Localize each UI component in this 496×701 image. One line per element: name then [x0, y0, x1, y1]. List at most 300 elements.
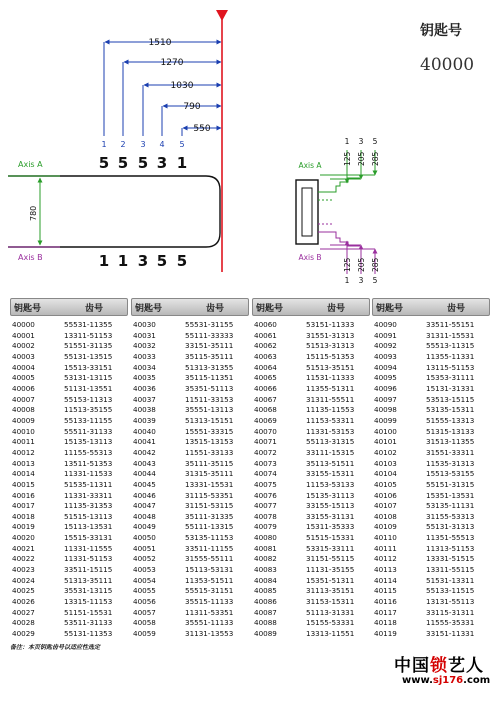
cut-code-cell: 15515-33131	[64, 533, 113, 543]
key-number-cell: 40001	[12, 330, 35, 340]
cut-code-cell: 31311-55511	[306, 394, 355, 404]
top-cut-1: 5	[98, 154, 110, 172]
cut-code-cell: 11551-33133	[185, 447, 234, 457]
cut-code-cell: 55131-13515	[64, 351, 113, 361]
cut-code-cell: 11555-35331	[426, 618, 475, 628]
key-number-title: 钥匙号	[420, 23, 462, 39]
table-row	[131, 459, 249, 470]
table-row	[10, 544, 128, 555]
table-row	[252, 576, 370, 587]
key-number-cell: 40039	[133, 415, 156, 425]
table-row	[252, 480, 370, 491]
table-column-2	[131, 298, 249, 640]
key-number-cell: 40089	[254, 629, 277, 639]
table-row	[131, 384, 249, 395]
key-number-cell: 40047	[133, 501, 156, 511]
cut-code-cell: 11355-11331	[426, 351, 475, 361]
table-row	[372, 512, 490, 523]
table-row	[131, 341, 249, 352]
table-row	[131, 363, 249, 374]
table-row	[10, 427, 128, 438]
cut-code-cell: 55531-31155	[185, 320, 234, 329]
key-number-cell: 40101	[374, 437, 397, 447]
table-row	[372, 469, 490, 480]
key-number-cell: 40115	[374, 586, 397, 596]
table-row	[10, 352, 128, 363]
key-number-cell: 40117	[374, 607, 397, 617]
table-row	[131, 618, 249, 629]
table-row	[252, 320, 370, 331]
cut-code-cell: 35551-11133	[185, 618, 234, 628]
table-row	[131, 480, 249, 491]
table-row	[372, 533, 490, 544]
table-row	[252, 341, 370, 352]
key-number-cell: 40095	[374, 373, 397, 383]
cut-code-cell: 33511-15115	[64, 565, 113, 575]
table-row	[131, 522, 249, 533]
side-bottom-position-3: 3	[358, 276, 364, 285]
cut-code-cell: 15113-13531	[64, 522, 113, 532]
cut-code-cell: 35115-35111	[185, 351, 234, 361]
table-row	[10, 363, 128, 374]
side-bottom-value-285: 285	[371, 257, 380, 272]
top-cut-3: 5	[137, 154, 149, 172]
header-key-col: 钥匙号	[135, 303, 163, 314]
table-row	[131, 512, 249, 523]
cut-code-cell: 15353-31111	[426, 373, 475, 383]
cut-code-cell: 51315-13133	[426, 426, 475, 436]
cut-code-cell: 55515-31151	[185, 586, 234, 596]
table-header	[252, 298, 370, 316]
key-number-cell: 40006	[12, 383, 35, 393]
brand-logo: 中国锁艺人	[394, 656, 484, 676]
cut-code-cell: 51551-31135	[64, 341, 113, 351]
cut-code-cell: 51131-13551	[64, 383, 113, 393]
key-number-cell: 40035	[133, 373, 156, 383]
key-number-cell: 40068	[254, 405, 277, 415]
cut-code-cell: 33511-11155	[185, 543, 234, 553]
side-top-position-1: 1	[344, 137, 350, 146]
table-row	[372, 427, 490, 438]
table-row	[131, 576, 249, 587]
cut-code-cell: 13131-55113	[426, 597, 475, 607]
key-number-cell: 40023	[12, 565, 35, 575]
key-number-cell: 40112	[374, 554, 397, 564]
cut-code-cell: 15115-51353	[306, 351, 355, 361]
table-row	[252, 597, 370, 608]
key-number-cell: 40077	[254, 501, 277, 511]
key-number-cell: 40002	[12, 341, 35, 351]
table-row	[131, 586, 249, 597]
cut-code-cell: 11135-31353	[64, 501, 113, 511]
key-number-cell: 40034	[133, 362, 156, 372]
key-number-cell: 40107	[374, 501, 397, 511]
table-row	[252, 512, 370, 523]
cut-code-cell: 31551-31313	[306, 330, 355, 340]
table-row	[131, 395, 249, 406]
table-row	[10, 565, 128, 576]
side-top-value-205: 205	[357, 151, 366, 166]
key-number-cell: 40022	[12, 554, 35, 564]
cut-code-cell: 13311-51153	[64, 330, 113, 340]
key-number-cell: 40055	[133, 586, 156, 596]
cut-code-cell: 11331-11533	[64, 469, 113, 479]
dimension-label-2: 1270	[160, 58, 184, 68]
cut-code-cell: 53131-13115	[64, 373, 113, 383]
brand-url[interactable]	[402, 675, 490, 686]
table-row	[131, 597, 249, 608]
key-number-cell: 40017	[12, 501, 35, 511]
key-number-cell: 40026	[12, 597, 35, 607]
table-column-1	[10, 298, 128, 640]
key-number-cell: 40021	[12, 543, 35, 553]
key-number-cell: 40057	[133, 607, 156, 617]
table-row	[252, 405, 370, 416]
table-row	[252, 384, 370, 395]
side-axis-a-label: Axis A	[298, 161, 322, 170]
header-code-col: 齿号	[84, 303, 103, 314]
cut-code-cell: 11355-51311	[306, 383, 355, 393]
cut-code-cell: 35113-51511	[306, 458, 355, 468]
cut-code-cell: 51515-15331	[306, 533, 355, 543]
cut-code-cell: 55513-11315	[426, 341, 475, 351]
key-number-cell: 40024	[12, 575, 35, 585]
table-row	[372, 608, 490, 619]
key-number-cell: 40093	[374, 351, 397, 361]
cut-code-cell: 55151-31315	[426, 479, 475, 489]
table-row	[131, 405, 249, 416]
table-row	[10, 522, 128, 533]
cut-code-cell: 11311-53351	[185, 607, 234, 617]
key-number-cell: 40036	[133, 383, 156, 393]
cut-code-cell: 33511-55151	[426, 320, 475, 329]
side-axis-b-label: Axis B	[298, 253, 322, 262]
cut-code-cell: 11331-53153	[306, 426, 355, 436]
cut-code-cell: 11351-55513	[426, 533, 475, 543]
key-number-cell: 40061	[254, 330, 277, 340]
table-row	[372, 501, 490, 512]
key-number-cell: 40075	[254, 479, 277, 489]
key-number-cell: 40012	[12, 447, 35, 457]
table-row	[372, 341, 490, 352]
table-row	[252, 618, 370, 629]
table-row	[252, 491, 370, 502]
cut-code-cell: 33151-35111	[185, 341, 234, 351]
url-suffix: .com	[463, 675, 491, 686]
key-number-cell: 40119	[374, 629, 397, 639]
key-code-table	[10, 298, 490, 638]
header-code-col: 齿号	[326, 303, 345, 314]
side-top-value-125: 125	[343, 151, 352, 166]
key-number-cell: 40042	[133, 447, 156, 457]
cut-code-cell: 55531-11355	[64, 320, 113, 329]
header-code-col: 齿号	[205, 303, 224, 314]
key-number-cell: 40008	[12, 405, 35, 415]
cut-code-cell: 15113-53131	[185, 565, 234, 575]
cut-code-cell: 11353-51511	[185, 575, 234, 585]
table-row	[252, 522, 370, 533]
table-rows	[372, 320, 490, 640]
key-number-cell: 40064	[254, 362, 277, 372]
cut-code-cell: 35115-11351	[185, 373, 234, 383]
table-row	[131, 629, 249, 640]
key-number-cell: 40069	[254, 415, 277, 425]
key-number-cell: 40058	[133, 618, 156, 628]
side-bottom-value-125: 125	[343, 257, 352, 272]
key-number-cell: 40108	[374, 511, 397, 521]
table-row	[252, 554, 370, 565]
table-row	[131, 437, 249, 448]
cut-code-cell: 15155-53331	[306, 618, 355, 628]
cut-code-cell: 53151-11333	[306, 320, 355, 329]
cut-code-cell: 55113-31315	[306, 437, 355, 447]
cut-code-cell: 31155-53313	[426, 511, 475, 521]
table-row	[10, 576, 128, 587]
table-row	[10, 533, 128, 544]
table-row	[10, 384, 128, 395]
header-key-col: 钥匙号	[376, 303, 404, 314]
cut-code-cell: 11131-35155	[306, 565, 355, 575]
key-number-cell: 40088	[254, 618, 277, 628]
cut-code-cell: 33151-11331	[426, 629, 475, 639]
table-row	[252, 395, 370, 406]
footnote: 备注：本页钥匙齿号以适应性选定	[10, 644, 101, 651]
table-row	[372, 320, 490, 331]
cut-code-cell: 55133-11515	[426, 586, 475, 596]
table-row	[252, 533, 370, 544]
cut-code-cell: 11135-11553	[306, 405, 355, 415]
key-number-cell: 40014	[12, 469, 35, 479]
cut-code-cell: 13511-51353	[64, 458, 113, 468]
bottom-cut-4: 5	[156, 252, 168, 270]
cut-code-cell: 13311-55115	[426, 565, 475, 575]
table-row	[252, 427, 370, 438]
table-row	[372, 416, 490, 427]
key-number-cell: 40033	[133, 351, 156, 361]
cut-code-cell: 11155-55313	[64, 447, 113, 457]
cut-code-cell: 11535-31313	[426, 458, 475, 468]
key-number-cell: 40010	[12, 426, 35, 436]
table-row	[372, 448, 490, 459]
cut-code-cell: 31113-35151	[306, 586, 355, 596]
cut-code-cell: 51513-35151	[306, 362, 355, 372]
dimension-label-3: 1030	[170, 81, 194, 91]
key-number-cell: 40114	[374, 575, 397, 585]
table-row	[131, 608, 249, 619]
table-row	[372, 576, 490, 587]
key-number-cell: 40066	[254, 383, 277, 393]
key-number-cell: 40065	[254, 373, 277, 383]
table-row	[10, 341, 128, 352]
cut-code-cell: 11331-51153	[64, 554, 113, 564]
key-number-cell: 40020	[12, 533, 35, 543]
shoulder-marker-icon	[216, 10, 228, 21]
table-header	[131, 298, 249, 316]
table-column-3	[252, 298, 370, 640]
table-row	[131, 533, 249, 544]
key-number-cell: 40067	[254, 394, 277, 404]
cut-code-cell: 53135-11153	[185, 533, 234, 543]
cut-code-cell: 33155-15311	[306, 469, 355, 479]
cut-code-cell: 35111-35115	[185, 458, 234, 468]
key-number-cell: 40090	[374, 320, 397, 329]
table-row	[10, 629, 128, 640]
key-number-cell: 40043	[133, 458, 156, 468]
key-number-cell: 40018	[12, 511, 35, 521]
table-rows	[10, 320, 128, 640]
cut-code-cell: 11153-53133	[306, 479, 355, 489]
table-row	[10, 597, 128, 608]
key-number-cell: 40037	[133, 394, 156, 404]
table-row	[372, 586, 490, 597]
key-number-cell: 40007	[12, 394, 35, 404]
cut-code-cell: 11511-33153	[185, 394, 234, 404]
key-number-cell: 40113	[374, 565, 397, 575]
cut-code-cell: 51535-11311	[64, 479, 113, 489]
table-header	[372, 298, 490, 316]
side-top-position-5: 5	[372, 137, 378, 146]
key-number-cell: 40048	[133, 511, 156, 521]
key-number-cell: 40087	[254, 607, 277, 617]
cut-code-cell: 31151-53115	[185, 501, 234, 511]
cut-code-cell: 15551-33315	[185, 426, 234, 436]
key-number-cell: 40003	[12, 351, 35, 361]
key-number-cell: 40097	[374, 394, 397, 404]
table-row	[372, 618, 490, 629]
table-rows	[131, 320, 249, 640]
table-row	[252, 608, 370, 619]
cut-code-cell: 13331-15531	[185, 479, 234, 489]
table-row	[131, 554, 249, 565]
table-row	[131, 416, 249, 427]
table-rows	[252, 320, 370, 640]
table-row	[10, 480, 128, 491]
table-row	[372, 629, 490, 640]
key-number-cell: 40080	[254, 533, 277, 543]
key-number-cell: 40030	[133, 320, 156, 329]
key-number-cell: 40091	[374, 330, 397, 340]
cut-code-cell: 35111-31335	[185, 511, 234, 521]
cut-code-cell: 31555-55111	[185, 554, 234, 564]
cut-code-cell: 13115-51153	[426, 362, 475, 372]
cut-code-cell: 31131-13553	[185, 629, 234, 639]
table-row	[10, 448, 128, 459]
key-number-cell: 40032	[133, 341, 156, 351]
key-number-cell: 40081	[254, 543, 277, 553]
table-row	[131, 544, 249, 555]
cut-code-cell: 13313-11551	[306, 629, 355, 639]
cut-code-cell: 15311-35333	[306, 522, 355, 532]
table-row	[252, 363, 370, 374]
table-row	[131, 565, 249, 576]
key-number-cell: 40082	[254, 554, 277, 564]
key-number-cell: 40004	[12, 362, 35, 372]
key-number-cell: 40071	[254, 437, 277, 447]
key-number-cell: 40078	[254, 511, 277, 521]
key-number-value: 40000	[420, 55, 475, 75]
cut-code-cell: 51313-15151	[185, 415, 234, 425]
cut-code-cell: 15135-13113	[64, 437, 113, 447]
key-number-cell: 40056	[133, 597, 156, 607]
key-number-cell: 40073	[254, 458, 277, 468]
table-row	[10, 501, 128, 512]
cut-code-cell: 31151-55115	[306, 554, 355, 564]
key-number-cell: 40025	[12, 586, 35, 596]
key-number-cell: 40110	[374, 533, 397, 543]
cut-code-cell: 13331-51515	[426, 554, 475, 564]
key-number-cell: 40041	[133, 437, 156, 447]
key-number-cell: 40062	[254, 341, 277, 351]
cut-code-cell: 11513-35155	[64, 405, 113, 415]
table-row	[372, 554, 490, 565]
key-number-cell: 40053	[133, 565, 156, 575]
cut-code-cell: 31513-11355	[426, 437, 475, 447]
cut-code-cell: 15513-53155	[426, 469, 475, 479]
top-cut-5: 1	[176, 154, 188, 172]
dimension-lines	[104, 42, 221, 136]
cut-code-cell: 53511-31133	[64, 618, 113, 628]
url-prefix: www.	[402, 675, 433, 686]
cut-code-cell: 55111-33333	[185, 330, 234, 340]
key-number-cell: 40096	[374, 383, 397, 393]
key-number-cell: 40102	[374, 447, 397, 457]
cut-code-cell: 55153-11313	[64, 394, 113, 404]
table-row	[10, 373, 128, 384]
cut-code-cell: 31311-15531	[426, 330, 475, 340]
table-row	[10, 608, 128, 619]
key-number-cell: 40011	[12, 437, 35, 447]
table-row	[252, 448, 370, 459]
cut-code-cell: 31551-33311	[426, 447, 475, 457]
key-number-cell: 40005	[12, 373, 35, 383]
dimension-label-4: 790	[183, 102, 201, 112]
cut-position-3: 3	[140, 140, 146, 149]
cut-code-cell: 53135-15311	[426, 405, 475, 415]
table-row	[372, 331, 490, 342]
side-bottom-value-205: 205	[357, 257, 366, 272]
key-number-cell: 40016	[12, 490, 35, 500]
key-number-cell: 40072	[254, 447, 277, 457]
table-column-4	[372, 298, 490, 640]
key-number-cell: 40118	[374, 618, 397, 628]
key-number-cell: 40051	[133, 543, 156, 553]
blade-width-label: 780	[29, 205, 38, 221]
cut-code-cell: 31315-35111	[185, 469, 234, 479]
key-number-cell: 40029	[12, 629, 35, 639]
cut-code-cell: 35531-13115	[64, 586, 113, 596]
table-row	[372, 491, 490, 502]
bottom-cut-5: 5	[176, 252, 188, 270]
table-row	[10, 331, 128, 342]
top-cut-4: 3	[156, 154, 168, 172]
table-row	[372, 405, 490, 416]
cut-code-cell: 55133-11155	[64, 415, 113, 425]
table-row	[10, 320, 128, 331]
table-row	[10, 437, 128, 448]
table-row	[10, 491, 128, 502]
cut-code-cell: 33111-15315	[306, 447, 355, 457]
dimension-label-1: 1510	[148, 38, 172, 48]
cut-code-cell: 15513-33151	[64, 362, 113, 372]
cut-code-cell: 11331-33311	[64, 490, 113, 500]
key-number-cell: 40019	[12, 522, 35, 532]
key-number-cell: 40103	[374, 458, 397, 468]
side-bottom-position-1: 1	[344, 276, 350, 285]
key-number-cell: 40092	[374, 341, 397, 351]
table-row	[372, 459, 490, 470]
cut-code-cell: 55131-11353	[64, 629, 113, 639]
table-row	[131, 427, 249, 438]
